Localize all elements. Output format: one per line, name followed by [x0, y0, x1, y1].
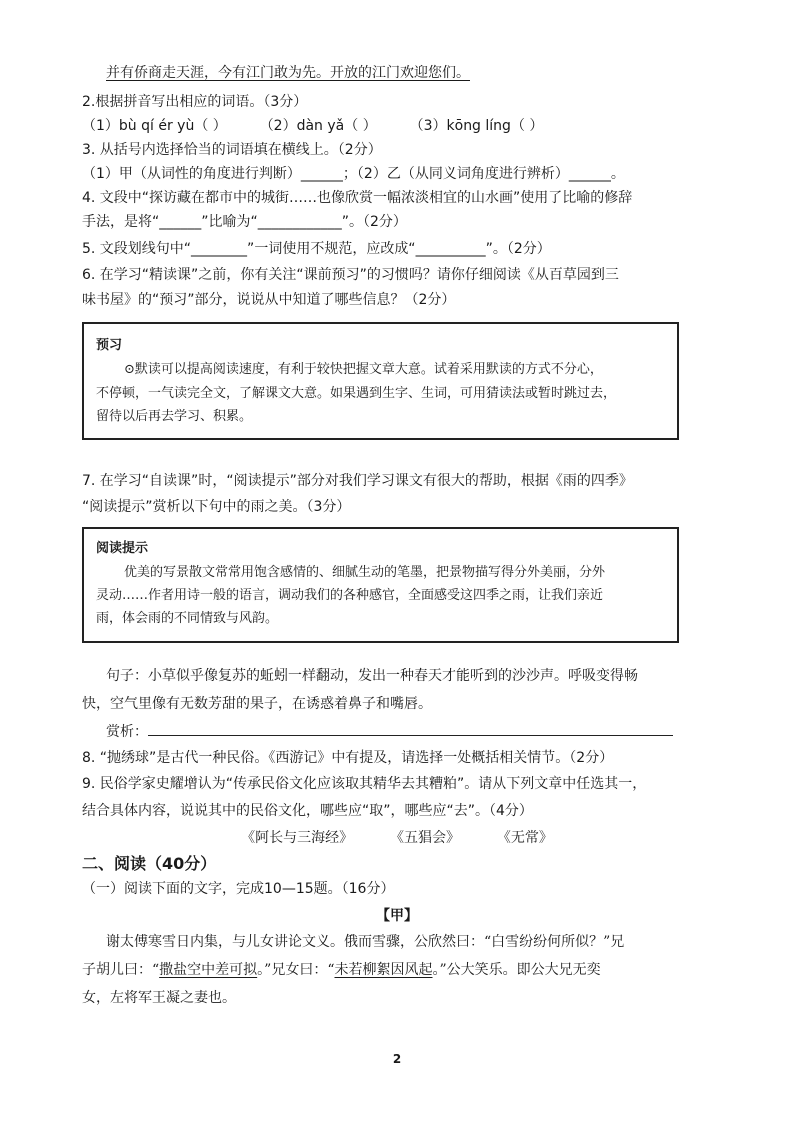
q2-item-2: （2）dàn yǎ（ ）	[259, 118, 377, 134]
reading-tip-line: 优美的写景散文常常用饱含感情的、细腻生动的笔墨，把景物描写得分外美丽，分外	[124, 565, 606, 580]
question-2-items	[82, 115, 543, 135]
passage-text: 。”公大笑乐。即公大兄无奕	[432, 962, 601, 978]
question-4-line-1: 4. 文段中“探访藏在都市中的城街……也像欣赏一幅浓淡相宜的山水画”使用了比喻的修辞	[82, 190, 633, 206]
question-7-line-1: 7. 在学习“自读课”时，“阅读提示”部分对我们学习课文有很大的帮助，根据《雨的四季》	[82, 473, 633, 489]
preview-box-line: ⊙默读可以提高阅读速度，有利于较快把握文章大意。试着采用默读的方式不分心，	[124, 362, 603, 377]
question-9-options	[0, 827, 794, 847]
passage-line-1: 谢太傅寒雪日内集，与儿女讲论文义。俄而雪骤，公欣然曰：“白雪纷纷何所似？”兄	[106, 934, 625, 950]
passage-line-2	[82, 959, 601, 979]
passage-label: 【甲】	[376, 908, 418, 924]
reading-tip-box	[82, 527, 679, 643]
subsection-1-heading: （一）阅读下面的文字，完成10—15题。（16分）	[82, 881, 395, 897]
question-5: 5. 文段划线句中“________”一词使用不规范，应改成“__________”。（2分）	[82, 241, 551, 257]
q2-item-3: （3）kōng líng（ ）	[409, 118, 544, 134]
question-9-line-2: 结合具体内容，说说其中的民俗文化，哪些应“取”，哪些应“去”。（4分）	[82, 803, 533, 819]
q9-option: 《五猖会》	[390, 830, 460, 846]
question-9-line-1: 9. 民俗学家史耀增认为“传承民俗文化应该取其精华去其糟粕”。请从下列文章中任选其一，	[82, 776, 647, 792]
underlined-phrase: 撒盐空中差可拟	[159, 962, 258, 978]
passage-text: 。”兄女曰：“	[257, 962, 335, 978]
preview-box-title: 预习	[96, 338, 123, 353]
appreciation-row	[106, 721, 673, 741]
reading-tip-line: 雨，体会雨的不同情致与风韵。	[96, 611, 279, 626]
sentence-line-1: 句子：小草似乎像复苏的蚯蚓一样翻动，发出一种春天才能听到的沙沙声。呼吸变得畅	[106, 668, 638, 684]
question-3: 3. 从括号内选择恰当的词语填在横线上。（2分）	[82, 142, 382, 158]
question-4-line-2: 手法，是将“______”比喻为“____________”。（2分）	[82, 214, 407, 230]
q2-item-1: （1）bù qí ér yù（ ）	[82, 118, 227, 134]
q9-option: 《无常》	[496, 830, 553, 846]
page-number: 2	[392, 1052, 402, 1066]
appreciation-label: 赏析：	[106, 724, 148, 740]
appreciation-answer-line[interactable]	[148, 723, 673, 736]
preview-box-line: 不停顿，一气读完全文，了解课文大意。如果遇到生字、生词，可用猜读法或暂时跳过去，	[96, 386, 617, 401]
reading-tip-title: 阅读提示	[96, 541, 149, 556]
q9-option: 《阿长与三海经》	[241, 830, 354, 846]
question-8: 8. “抛绣球”是古代一种民俗。《西游记》中有提及，请选择一处概括相关情节。（2分）	[82, 750, 614, 766]
passage-line-3: 女，左将军王凝之妻也。	[82, 990, 236, 1006]
question-2: 2.根据拼音写出相应的词语。（3分）	[82, 94, 308, 110]
question-3-line: （1）甲（从词性的角度进行判断）______；（2）乙（从同义词角度进行辨析）______。	[82, 166, 625, 182]
intro-line: 并有侨商走天涯，今有江门敢为先。开放的江门欢迎您们。	[106, 65, 470, 81]
sentence-line-2: 快，空气里像有无数芳甜的果子，在诱惑着鼻子和嘴唇。	[82, 696, 432, 712]
question-6-line-2: 味书屋》的“预习”部分，说说从中知道了哪些信息？（2分）	[82, 292, 456, 308]
preview-box	[82, 322, 679, 440]
preview-box-line: 留待以后再去学习、积累。	[96, 409, 253, 424]
passage-text: 子胡儿曰：“	[82, 962, 160, 978]
question-7-line-2: “阅读提示”赏析以下句中的雨之美。（3分）	[82, 499, 351, 515]
section-2-heading: 二、阅读（40分）	[82, 854, 217, 873]
question-6-line-1: 6. 在学习“精读课”之前，你有关注“课前预习”的习惯吗？请你仔细阅读《从百草园到三	[82, 267, 619, 283]
reading-tip-line: 灵动……作者用诗一般的语言，调动我们的各种感官，全面感受这四季之雨，让我们亲近	[96, 588, 604, 603]
underlined-phrase: 未若柳絮因风起	[334, 962, 433, 978]
